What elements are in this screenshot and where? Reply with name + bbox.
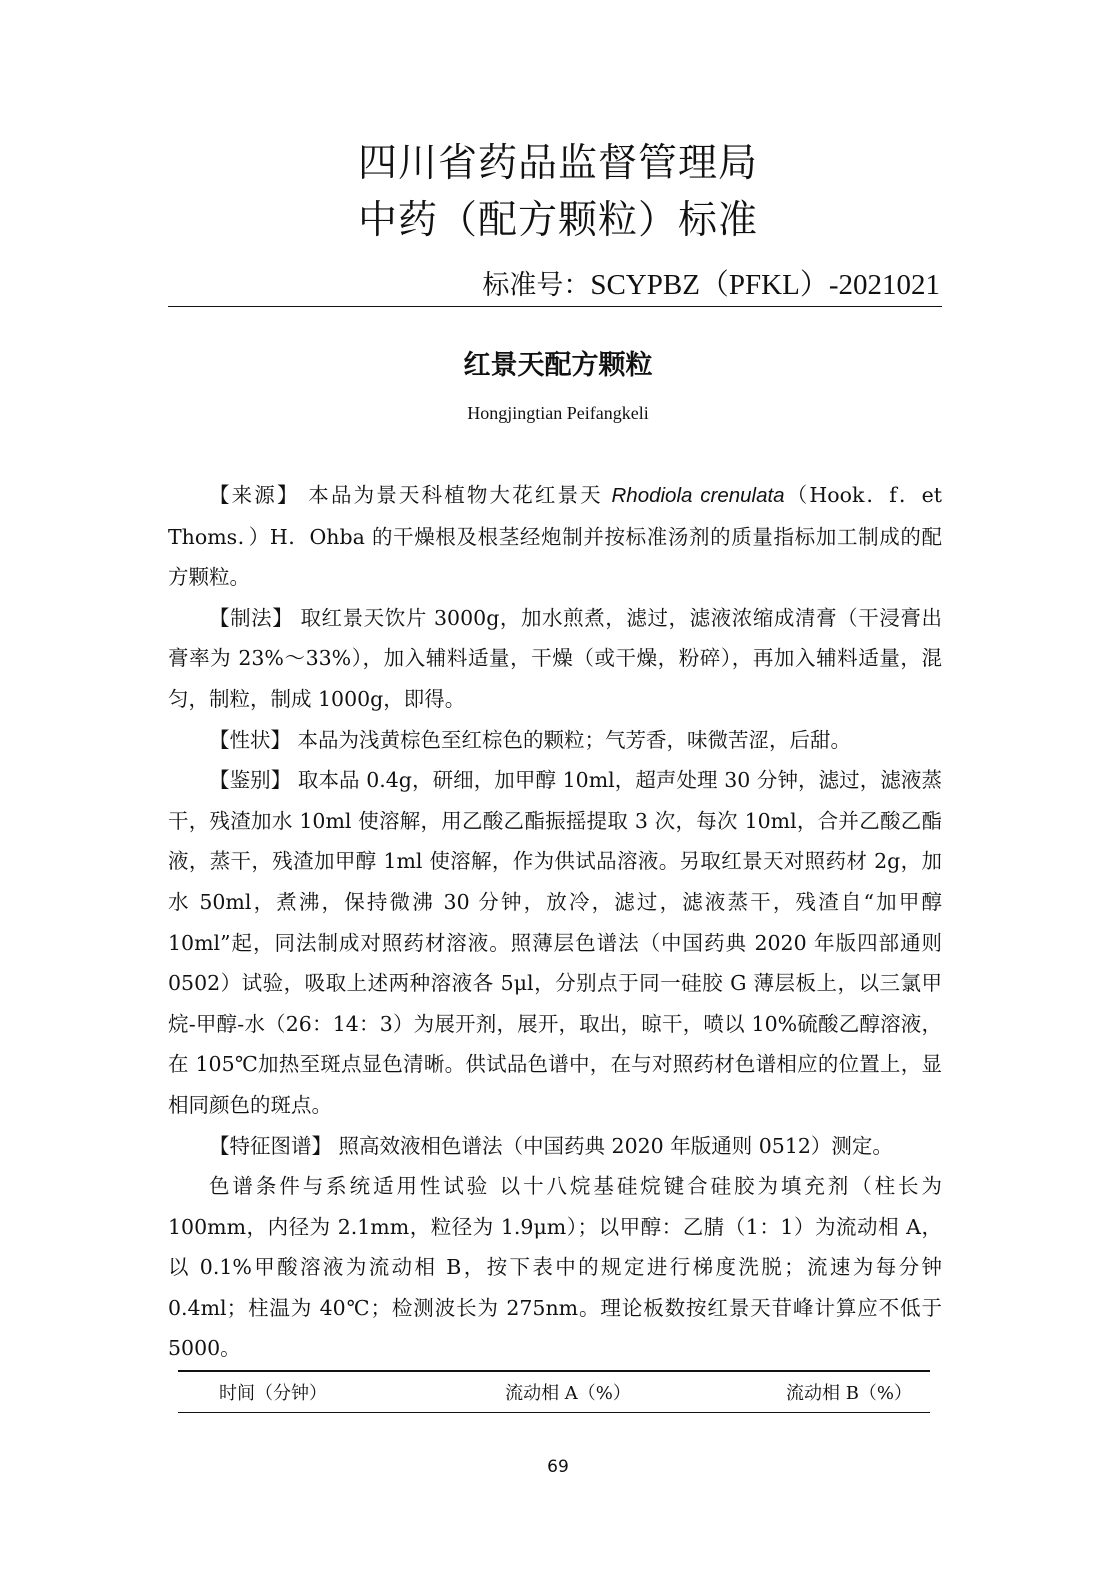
section-label-method: 【制法】 bbox=[209, 605, 294, 630]
standard-number-code: SCYPBZ（PFKL）-2021021 bbox=[590, 269, 940, 301]
section-label-fingerprint: 【特征图谱】 bbox=[209, 1133, 332, 1158]
page-number: 69 bbox=[547, 1457, 569, 1477]
section-label-chromatography: 色谱条件与系统适用性试验 bbox=[209, 1174, 491, 1199]
latin-name: Rhodiola crenulata bbox=[611, 484, 785, 507]
method-text: 取红景天饮片 3000g，加水煎煮，滤过，滤液浓缩成清膏（干浸膏出膏率为 23%～33%），加入辅料适量，干燥（或干燥，粉碎），再加入辅料适量，混匀，制粒，制成 1000g，即得。 bbox=[168, 605, 942, 711]
fingerprint-text: 照高效液相色谱法（中国药典 2020 年版通则 0512）测定。 bbox=[338, 1133, 893, 1158]
section-method bbox=[168, 598, 942, 720]
product-pinyin: Hongjingtian Peifangkeli bbox=[467, 403, 649, 423]
character-text: 本品为浅黄棕色至红棕色的颗粒；气芳香，味微苦涩，后甜。 bbox=[297, 727, 852, 752]
section-character bbox=[168, 720, 942, 761]
standard-number bbox=[482, 268, 940, 303]
standard-number-label: 标准号： bbox=[482, 270, 591, 301]
table-header-phase-b: 流动相 B（%） bbox=[785, 1383, 913, 1404]
section-label-character: 【性状】 bbox=[209, 727, 291, 752]
section-chromatography bbox=[168, 1166, 942, 1369]
section-fingerprint bbox=[168, 1126, 942, 1167]
section-label-source: 【来源】 bbox=[209, 483, 300, 507]
header-divider bbox=[168, 306, 942, 307]
identification-text: 取本品 0.4g，研细，加甲醇 10ml，超声处理 30 分钟，滤过，滤液蒸干，残渣加水 10ml 使溶解，用乙酸乙酯振摇提取 3 次，每次 10ml，合并乙酸乙酯液，蒸干，残渣加甲醇 1ml 使溶解，作为供试品溶液。另取红景天对照药材 2g，加水 50ml，煮沸，保持微沸 30 分钟，放冷，滤过，滤液蒸干，残渣自“加甲醇 10ml”起，同法制成对照药材溶液。照薄层色谱法（中国药典 2020 年版四部通则 0502）试验，吸取上述两种溶液各 5μl，分别点于同一硅胶 G 薄层板上，以三氯甲烷-甲醇-水（26：14：3）为展开剂，展开，取出，晾干，喷以 10%硫酸乙醇溶液，在 105℃加热至斑点显色清晰。供试品色谱中，在与对照药材色谱相应的位置上，显相同颜色的斑点。 bbox=[168, 768, 942, 1117]
table-header-row bbox=[178, 1372, 930, 1413]
section-identification bbox=[168, 760, 942, 1125]
gradient-table bbox=[178, 1370, 930, 1413]
table-header-phase-a: 流动相 A（%） bbox=[505, 1383, 631, 1404]
chromatography-text: 以十八烷基硅烷键合硅胶为填充剂（柱长为 100mm，内径为 2.1mm，粒径为 1.9μm）；以甲醇：乙腈（1：1）为流动相 A，以 0.1%甲酸溶液为流动相 B，按下表中的规定进行梯度洗脱；流速为每分钟 0.4ml；柱温为 40℃；检测波长为 275nm。理论板数按红景天苷峰计算应不低于 5000。 bbox=[168, 1174, 942, 1361]
standard-type-title: 中药（配方颗粒）标准 bbox=[357, 198, 758, 243]
section-label-identification: 【鉴别】 bbox=[209, 768, 292, 793]
source-text-b: （Hook．f．et Thoms．）H．Ohba 的干燥根及根茎经炮制并按标准汤剂的质量指标加工制成的配方颗粒。 bbox=[168, 483, 942, 590]
product-title: 红景天配方颗粒 bbox=[463, 350, 653, 381]
section-source bbox=[168, 475, 942, 598]
standard-body bbox=[168, 475, 942, 1369]
issuer-title: 四川省药品监督管理局 bbox=[357, 141, 758, 186]
table-header-time: 时间（分钟） bbox=[219, 1383, 327, 1404]
source-text-a: 本品为景天科植物大花红景天 bbox=[308, 483, 603, 507]
